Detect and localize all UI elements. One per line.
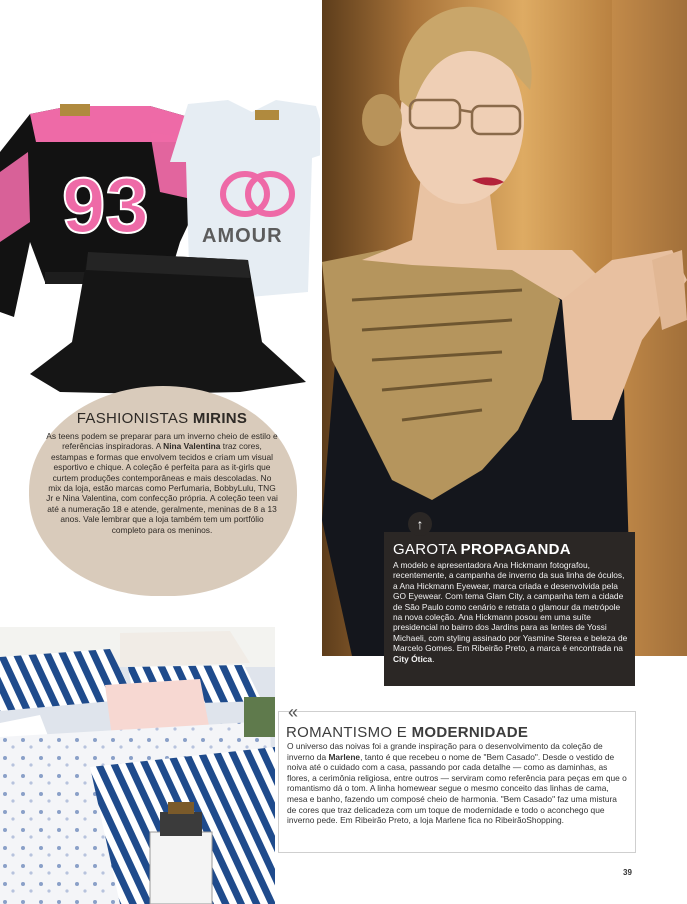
- body-text: A modelo e apresentadora Ana Hickmann fotografou, recentemente, a campanha de inverno da sua linha de óculos, a Ana Hickmann Eyewear, marca criada e desenvolvida pela GO Eyewear. Com tema Glam City, a campanha tem a cidade de São Paulo como cenário e retrata o glamour da metrópole na nova coleção. Ana Hickmann posou em uma suíte presidencial no bairro dos Jardins para as lentes de Yossi Michaeli, com styling assinado por Yasmine Sterea e beleza de Marcelo Gomes. Em Ribeirão Preto, a marca é encontrada na: [393, 560, 628, 654]
- bedding-illustration: [0, 627, 275, 904]
- garota-title: [393, 541, 633, 558]
- store-name: City Ótica: [393, 653, 433, 664]
- body-text: As teens podem se preparar para um inverno cheio de estilo e referências inspiradoras. A: [46, 431, 278, 452]
- fashionistas-body: [46, 431, 278, 535]
- title-bold: MODERNIDADE: [411, 724, 529, 741]
- title-bold: PROPAGANDA: [460, 541, 571, 558]
- title-bold: MIRINS: [192, 410, 248, 427]
- brand-name: Nina Valentina: [163, 441, 221, 452]
- tshirt-text: AMOUR: [202, 225, 283, 247]
- double-chevron-left-icon: «: [288, 702, 297, 722]
- sweater-number: 93: [62, 161, 149, 249]
- brand-name: Marlene: [328, 751, 361, 762]
- title-light: ROMANTISMO E: [286, 724, 408, 741]
- fashionistas-title: [40, 410, 284, 427]
- body-text: traz cores, estampas e formas que envolvem tecidos e criam um visual esportivo e chique. A coleção é perfeita para as it-girls que curtem produções contemporâneas e mais descoladas. No mix da loja, estão marcas como Perfumaria, BobbyLulu, TNG Jr e Nina Valentina, com confecção própria. A coleção teen vai até a numeração 18 e atende, geralmente, meninas de 8 a 13 anos. Vale lembrar que a loja também tem um portfólio completo para os meninos.: [46, 441, 278, 535]
- romantismo-title: [286, 724, 528, 741]
- clothing-photo: [0, 92, 320, 402]
- bedding-photo: [0, 627, 275, 904]
- page-number: 39: [623, 868, 632, 877]
- garota-body: [393, 560, 631, 664]
- title-light: FASHIONISTAS: [76, 410, 189, 427]
- romantismo-body: [287, 741, 627, 826]
- title-light: GAROTA: [393, 541, 457, 558]
- body-text: .: [432, 653, 435, 664]
- body-text: , tanto é que recebeu o nome de "Bem Casado". Desde o vestido de noiva até o cuidado com a casa, passando por cada detalhe — como as daminhas, as flores, a cerimônia religiosa, entre outros — serviram como referência para peças em que o romantismo dá o tom. A linha homewear segue o mesmo conceito das linhas de cama, mesa e banho, fazendo um composé cheio de harmonia. "Bem Casado" faz uma mistura de cores que traz delicadeza com um toque de modernidade e todo o aconchego que inverno pede. Em Ribeirão Preto, a loja Marlene fica no RibeirãoShopping.: [287, 751, 627, 826]
- body-text: O universo das noivas foi a grande inspiração para o desenvolvimento da coleção de inverno da: [287, 741, 603, 762]
- up-arrow-icon: ↑: [408, 512, 432, 536]
